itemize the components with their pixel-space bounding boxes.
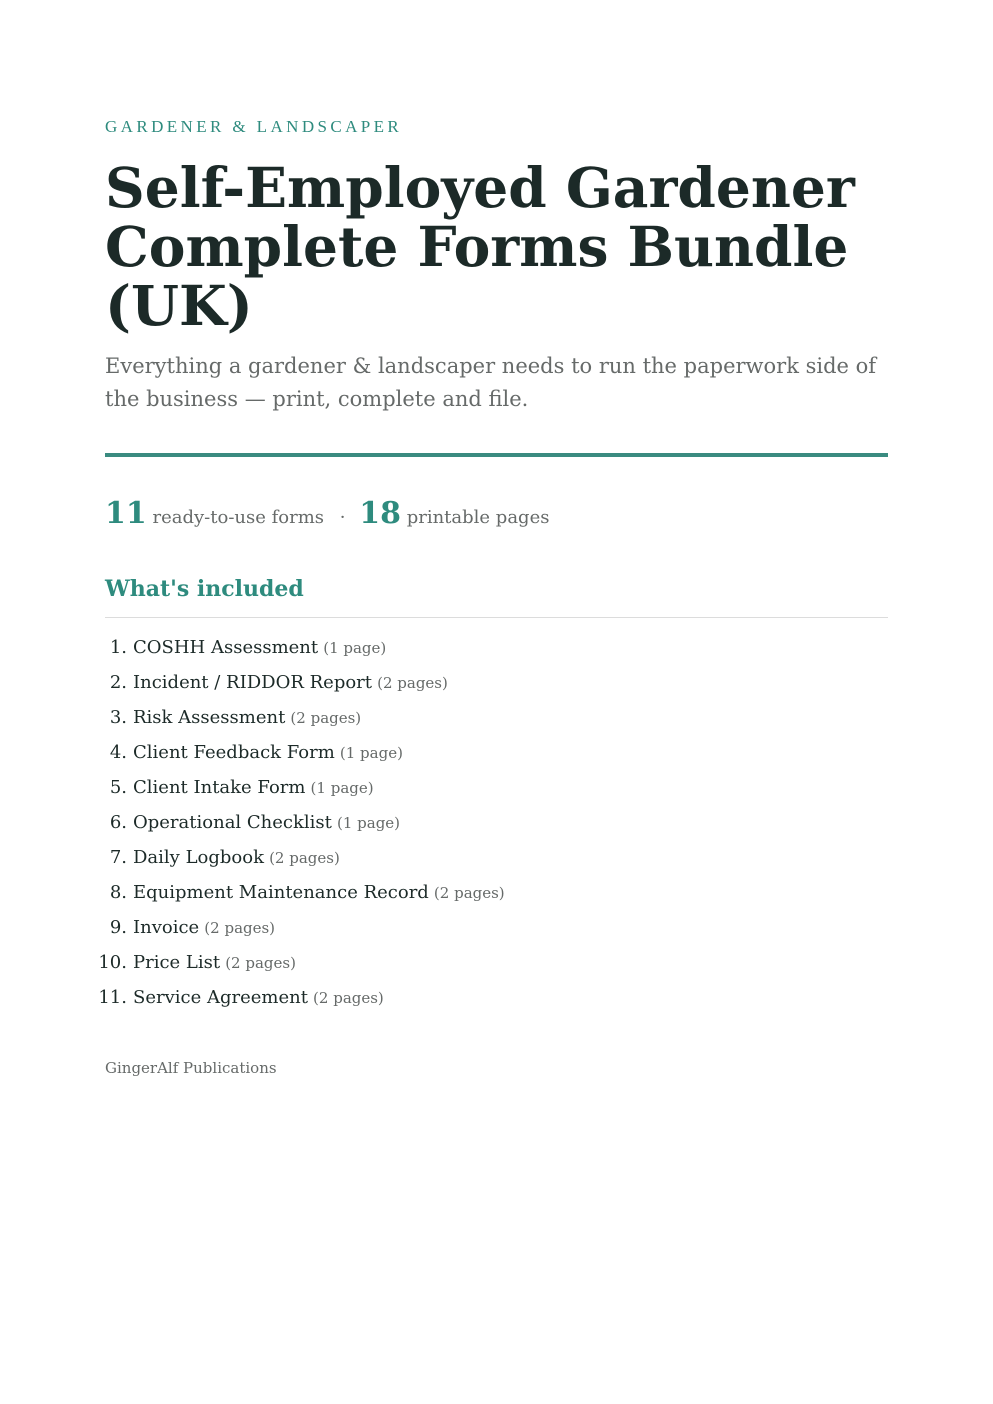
item-name: Service Agreement [133, 987, 308, 1008]
item-number: 10. [98, 952, 127, 973]
item-name: Daily Logbook [133, 847, 264, 868]
list-item [98, 980, 505, 1015]
item-name: Risk Assessment [133, 707, 286, 728]
item-pages: (1 page) [310, 779, 374, 797]
forms-label: ready-to-use forms [152, 507, 325, 528]
header-divider [105, 453, 888, 457]
item-number: 8. [109, 882, 127, 903]
list-item [105, 770, 505, 805]
item-pages: (2 pages) [377, 674, 448, 692]
item-number: 1. [109, 637, 127, 658]
item-pages: (2 pages) [204, 919, 276, 937]
bundle-stats [105, 496, 549, 531]
item-pages: (1 page) [336, 814, 401, 832]
list-item [105, 840, 505, 875]
list-item [105, 805, 505, 840]
list-item [105, 875, 505, 910]
item-number: 4. [109, 742, 127, 763]
list-item [98, 945, 505, 980]
item-number: 6. [109, 812, 127, 833]
forms-list [98, 630, 505, 1015]
pages-count: 18 [359, 496, 401, 531]
category-eyebrow: GARDENER & LANDSCAPER [105, 117, 403, 136]
item-pages: (2 pages) [433, 884, 505, 902]
item-pages: (1 page) [339, 744, 403, 762]
page-subtitle: Everything a gardener & landscaper needs to run the paperwork side of the business — print, complete and file. [105, 354, 877, 411]
item-name: Client Feedback Form [133, 742, 335, 763]
item-pages: (1 page) [323, 639, 387, 657]
item-number: 3. [109, 707, 127, 728]
item-number: 5. [109, 777, 127, 798]
stats-separator: · [339, 507, 346, 528]
item-number: 2. [109, 672, 127, 693]
pages-label: printable pages [406, 507, 550, 528]
list-item [105, 630, 505, 665]
item-number: 7. [109, 847, 127, 868]
list-item [105, 910, 505, 945]
item-pages: (2 pages) [290, 709, 362, 727]
item-name: Price List [133, 952, 221, 973]
item-name: Invoice [133, 917, 200, 938]
section-divider [105, 617, 888, 618]
item-number: 11. [98, 987, 127, 1008]
item-name: Operational Checklist [133, 812, 332, 833]
list-item [105, 735, 505, 770]
list-item [105, 700, 505, 735]
item-pages: (2 pages) [313, 989, 384, 1007]
item-number: 9. [109, 917, 127, 938]
item-pages: (2 pages) [225, 954, 296, 972]
list-item [105, 665, 505, 700]
item-name: Equipment Maintenance Record [133, 882, 429, 903]
item-pages: (2 pages) [269, 849, 340, 867]
item-name: Client Intake Form [133, 777, 306, 798]
item-name: Incident / RIDDOR Report [133, 672, 373, 693]
item-name: COSHH Assessment [133, 637, 319, 658]
page-title: Self-Employed Gardener Complete Forms Bundle (UK) [105, 155, 855, 338]
included-heading: What's included [105, 576, 304, 602]
publisher-footer: GingerAlf Publications [105, 1059, 277, 1077]
forms-count: 11 [105, 496, 147, 531]
